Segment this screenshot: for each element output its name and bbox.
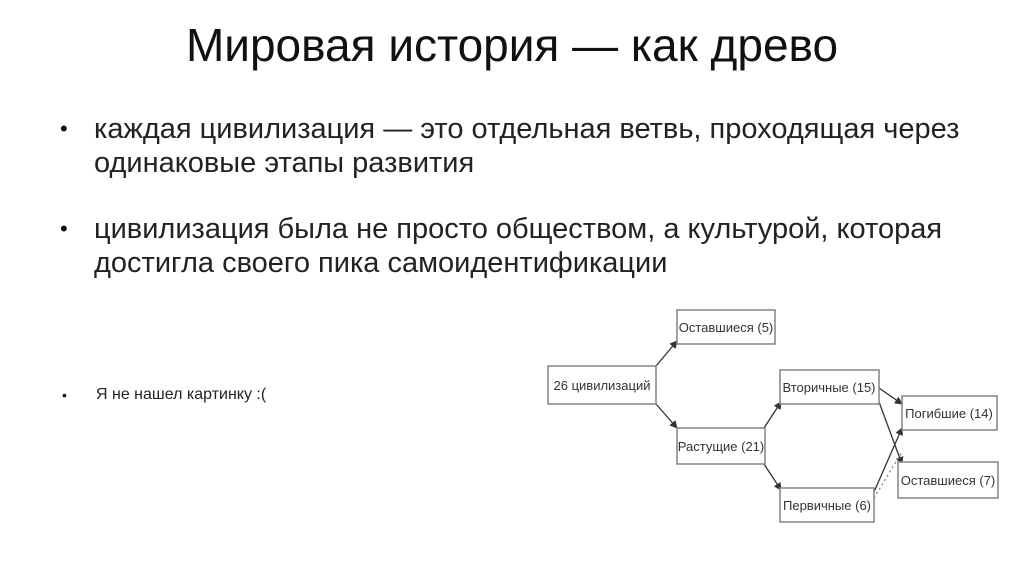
node-root-label: 26 цивилизаций [553,378,651,393]
bullet-text-1: каждая цивилизация — это отдельная ветвь, проходящая через одинаковые этапы развития [94,113,960,179]
edge-root-growing [656,404,677,428]
bullet-dot-icon: • [62,387,67,403]
note-text: Я не нашел картинку :( [96,386,267,403]
edge-root-remaining5 [656,341,677,366]
diagram-edges [656,341,902,498]
bullet-text-2: цивилизация была не просто обществом, а культурой, которая достигла своего пика самоидентификации [94,213,943,279]
node-secondary [780,370,879,404]
edge-growing-primary [764,464,781,490]
node-growing [677,428,765,464]
node-perished-label: Погибшие (14) [905,406,993,421]
bullet-dot-icon: • [60,116,68,141]
node-primary [780,488,874,522]
node-perished [902,396,997,430]
bullet-dot-icon: • [60,216,68,241]
node-primary-label: Первичные (6) [783,498,871,513]
node-secondary-label: Вторичные (15) [782,380,876,395]
node-remaining5 [677,310,775,344]
edge-growing-secondary [764,402,781,428]
node-remaining7-label: Оставшиеся (7) [900,473,996,488]
node-root [548,366,656,404]
node-remaining7 [898,462,998,498]
edge-secondary-perished [879,388,902,404]
node-growing-label: Растущие (21) [677,439,765,454]
node-remaining5-label: Оставшиеся (5) [678,320,774,335]
slide-title: Мировая история — как древо [185,19,839,71]
